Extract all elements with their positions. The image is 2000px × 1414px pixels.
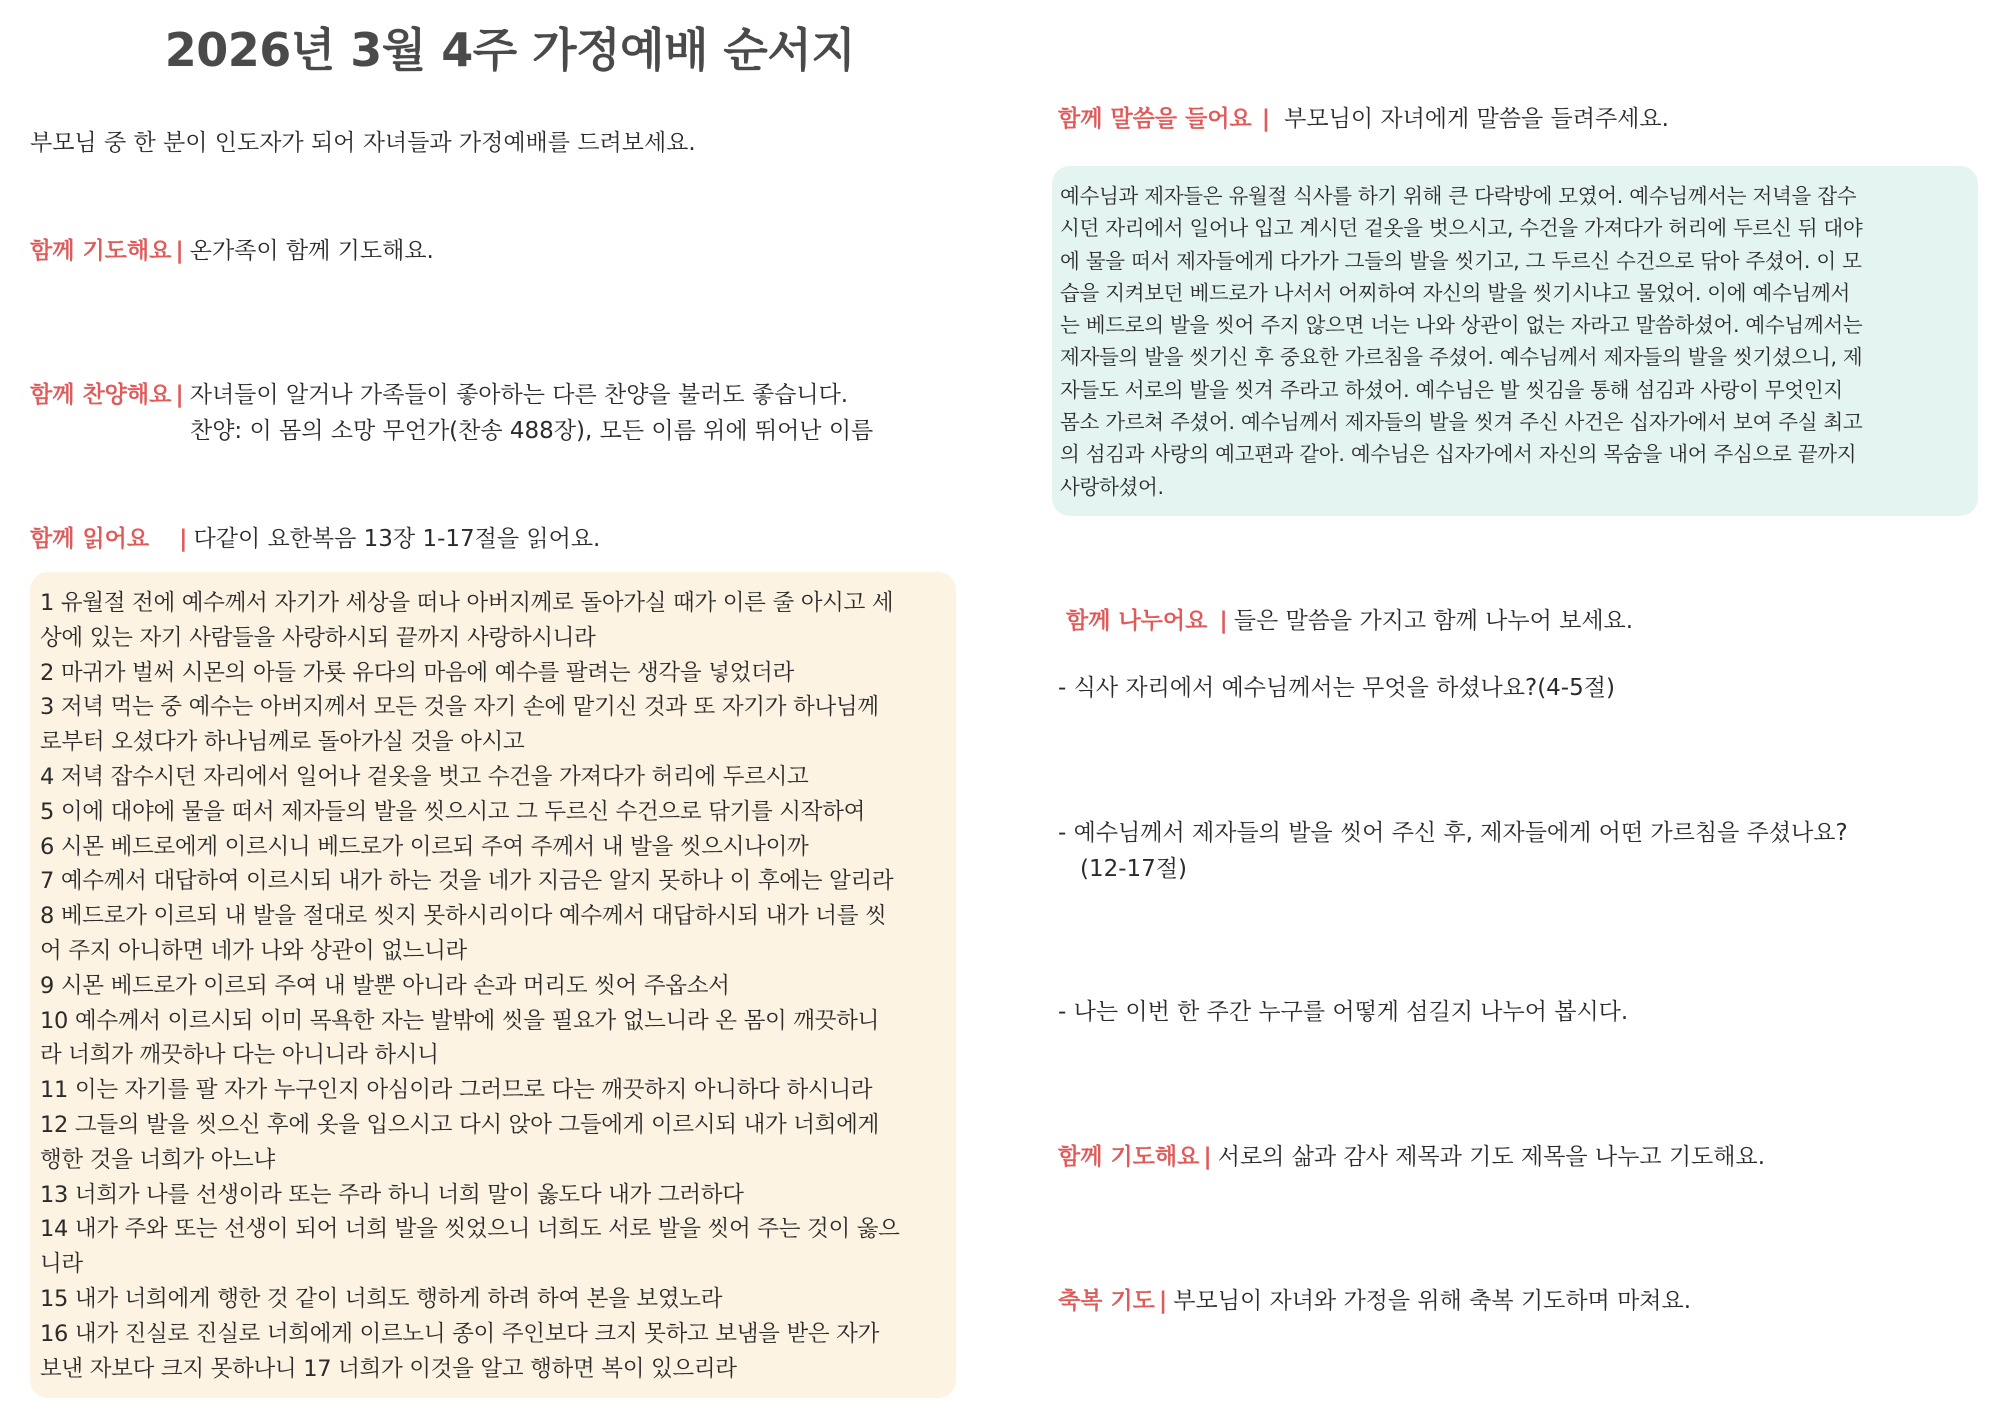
message-line: 의 섬김과 사랑의 예고편과 같아. 예수님은 십자가에서 자신의 목숨을 내어 주심으로 끝까지	[1060, 442, 1857, 467]
scripture-line: 14 내가 주와 또는 선생이 되어 너희 발을 씻었으니 너희도 서로 발을 씻어 주는 것이 옳으	[40, 1216, 900, 1243]
section-praise	[30, 376, 848, 409]
scripture-line: 7 예수께서 대답하여 이르시되 내가 하는 것을 네가 지금은 알지 못하나 이 후에는 알리라	[40, 868, 894, 895]
scripture-line: 4 저녁 잡수시던 자리에서 일어나 겉옷을 벗고 수건을 가져다가 허리에 두르시고	[40, 763, 809, 790]
scripture-line: 13 너희가 나를 선생이라 또는 주라 하니 너희 말이 옳도다 내가 그러하다	[40, 1181, 744, 1208]
question-3: - 나는 이번 한 주간 누구를 어떻게 섬길지 나누어 봅시다.	[1058, 999, 1629, 1025]
scripture-line: 라 너희가 깨끗하나 다는 아니니라 하시니	[40, 1042, 439, 1069]
scripture-line: 상에 있는 자기 사람들을 사랑하시되 끝까지 사랑하시니라	[40, 624, 596, 651]
scripture-line: 3 저녁 먹는 중 예수는 아버지께서 모든 것을 자기 손에 맡기신 것과 또 자기가 하나님께	[40, 694, 879, 721]
section-pray-closing-separator: |	[1203, 1144, 1212, 1170]
scripture-line: 10 예수께서 이르시되 이미 목욕한 자는 발밖에 씻을 필요가 없느니라 온 몸이 깨끗하니	[40, 1007, 880, 1034]
section-blessing-label: 축복 기도	[1058, 1288, 1155, 1314]
message-line: 예수님과 제자들은 유월절 식사를 하기 위해 큰 다락방에 모였어. 예수님께서는 저녁을 잡수	[1060, 184, 1857, 208]
section-share-text: 들은 말씀을 가지고 함께 나누어 보세요.	[1233, 608, 1634, 634]
scripture-line: 6 시몬 베드로에게 이르시니 베드로가 이르되 주여 주께서 내 발을 씻으시나이까	[40, 833, 809, 860]
message-line: 습을 지켜보던 베드로가 나서서 어찌하여 자신의 발을 씻기시냐고 물었어. 이에 예수님께서	[1060, 280, 1850, 305]
scripture-line: 니라	[40, 1251, 83, 1278]
question-2-continued: (12-17절)	[1080, 856, 1187, 882]
section-read-separator: |	[179, 526, 188, 552]
scripture-line: 5 이에 대야에 물을 떠서 제자들의 발을 씻으시고 그 두르신 수건으로 닦기를 시작하여	[40, 798, 866, 825]
section-listen-text: 부모님이 자녀에게 말씀을 들려주세요.	[1284, 106, 1669, 132]
section-pray	[30, 232, 434, 265]
scripture-line: 11 이는 자기를 팔 자가 누구인지 아심이라 그러므로 다는 깨끗하지 아니하다 하시니라	[40, 1077, 873, 1104]
question-1: - 식사 자리에서 예수님께서는 무엇을 하셨나요?(4-5절)	[1058, 675, 1615, 701]
scripture-line: 행한 것을 너희가 아느냐	[40, 1146, 275, 1173]
section-share-label: 함께 나누어요	[1066, 608, 1208, 634]
section-praise-separator: |	[175, 382, 184, 408]
section-blessing	[1058, 1282, 1691, 1315]
scripture-line: 1 유월절 전에 예수께서 자기가 세상을 떠나 아버지께로 돌아가실 때가 이른 줄 아시고 세	[40, 590, 894, 616]
message-line: 자들도 서로의 발을 씻겨 주라고 하셨어. 예수님은 발 씻김을 통해 섬김과 사랑이 무엇인지	[1060, 377, 1843, 402]
section-pray-separator: |	[175, 238, 184, 264]
praise-songs: 찬양: 이 몸의 소망 무언가(찬송 488장), 모든 이름 위에 뛰어난 이름	[190, 418, 874, 444]
section-read	[30, 520, 600, 553]
scripture-line: 9 시몬 베드로가 이르되 주여 내 발뿐 아니라 손과 머리도 씻어 주옵소서	[40, 972, 730, 999]
intro-text: 부모님 중 한 분이 인도자가 되어 자녀들과 가정예배를 드려보세요.	[30, 130, 696, 156]
message-line: 시던 자리에서 일어나 입고 계시던 겉옷을 벗으시고, 수건을 가져다가 허리에 두르신 뒤 대야	[1060, 216, 1863, 241]
section-blessing-text: 부모님이 자녀와 가정을 위해 축복 기도하며 마쳐요.	[1173, 1288, 1692, 1314]
message-line: 에 물을 떠서 제자들에게 다가가 그들의 발을 씻기고, 그 두르신 수건으로 닦아 주셨어. 이 모	[1060, 248, 1862, 273]
section-listen	[1058, 100, 1669, 133]
page-title: 2026년 3월 4주 가정예배 순서지	[164, 23, 856, 77]
scripture-line: 보낸 자보다 크지 못하나니 17 너희가 이것을 알고 행하면 복이 있으리라	[40, 1355, 737, 1382]
message-box	[1052, 166, 1978, 516]
section-pray-closing-label: 함께 기도해요	[1058, 1144, 1200, 1170]
section-praise-text: 자녀들이 알거나 가족들이 좋아하는 다른 찬양을 불러도 좋습니다.	[189, 382, 849, 408]
section-blessing-separator: |	[1158, 1288, 1168, 1314]
scripture-line: 어 주지 아니하면 네가 나와 상관이 없느니라	[40, 937, 467, 964]
section-pray-text: 온가족이 함께 기도해요.	[189, 238, 434, 264]
section-listen-separator: |	[1261, 106, 1271, 132]
question-2: - 예수님께서 제자들의 발을 씻어 주신 후, 제자들에게 어떤 가르침을 주셨나요?	[1058, 820, 1848, 846]
message-line: 제자들의 발을 씻기신 후 중요한 가르침을 주셨어. 예수님께서 제자들의 발을 씻기셨으니, 제	[1060, 345, 1863, 370]
section-share-separator: |	[1219, 608, 1228, 634]
scripture-line: 8 베드로가 이르되 내 발을 절대로 씻지 못하시리이다 예수께서 대답하시되 내가 너를 씻	[40, 903, 887, 930]
section-read-label: 함께 읽어요	[30, 526, 150, 552]
section-pray-label: 함께 기도해요	[30, 238, 172, 264]
scripture-line: 로부터 오셨다가 하나님께로 돌아가실 것을 아시고	[40, 729, 525, 756]
message-line: 몸소 가르쳐 주셨어. 예수님께서 제자들의 발을 씻겨 주신 사건은 십자가에서 보여 주실 최고	[1060, 410, 1863, 435]
section-praise-label: 함께 찬양해요	[30, 382, 172, 408]
scripture-line: 15 내가 너희에게 행한 것 같이 너희도 행하게 하려 하여 본을 보였노라	[40, 1285, 723, 1312]
section-pray-closing	[1058, 1138, 1765, 1171]
section-share	[1066, 602, 1633, 635]
section-pray-closing-text: 서로의 삶과 감사 제목과 기도 제목을 나누고 기도해요.	[1217, 1144, 1766, 1170]
section-listen-label: 함께 말씀을 들어요	[1058, 106, 1252, 132]
scripture-line: 12 그들의 발을 씻으신 후에 옷을 입으시고 다시 앉아 그들에게 이르시되 내가 너희에게	[40, 1111, 880, 1138]
scripture-box	[30, 572, 956, 1398]
scripture-line: 2 마귀가 벌써 시몬의 아들 가룟 유다의 마음에 예수를 팔려는 생각을 넣었더라	[40, 659, 794, 686]
message-line: 사랑하셨어.	[1060, 474, 1164, 499]
message-line: 는 베드로의 발을 씻어 주지 않으면 너는 나와 상관이 없는 자라고 말씀하셨어. 예수님께서는	[1060, 313, 1863, 338]
scripture-line: 16 내가 진실로 진실로 너희에게 이르노니 종이 주인보다 크지 못하고 보냄을 받은 자가	[40, 1320, 880, 1347]
section-read-text: 다같이 요한복음 13장 1-17절을 읽어요.	[193, 526, 601, 552]
